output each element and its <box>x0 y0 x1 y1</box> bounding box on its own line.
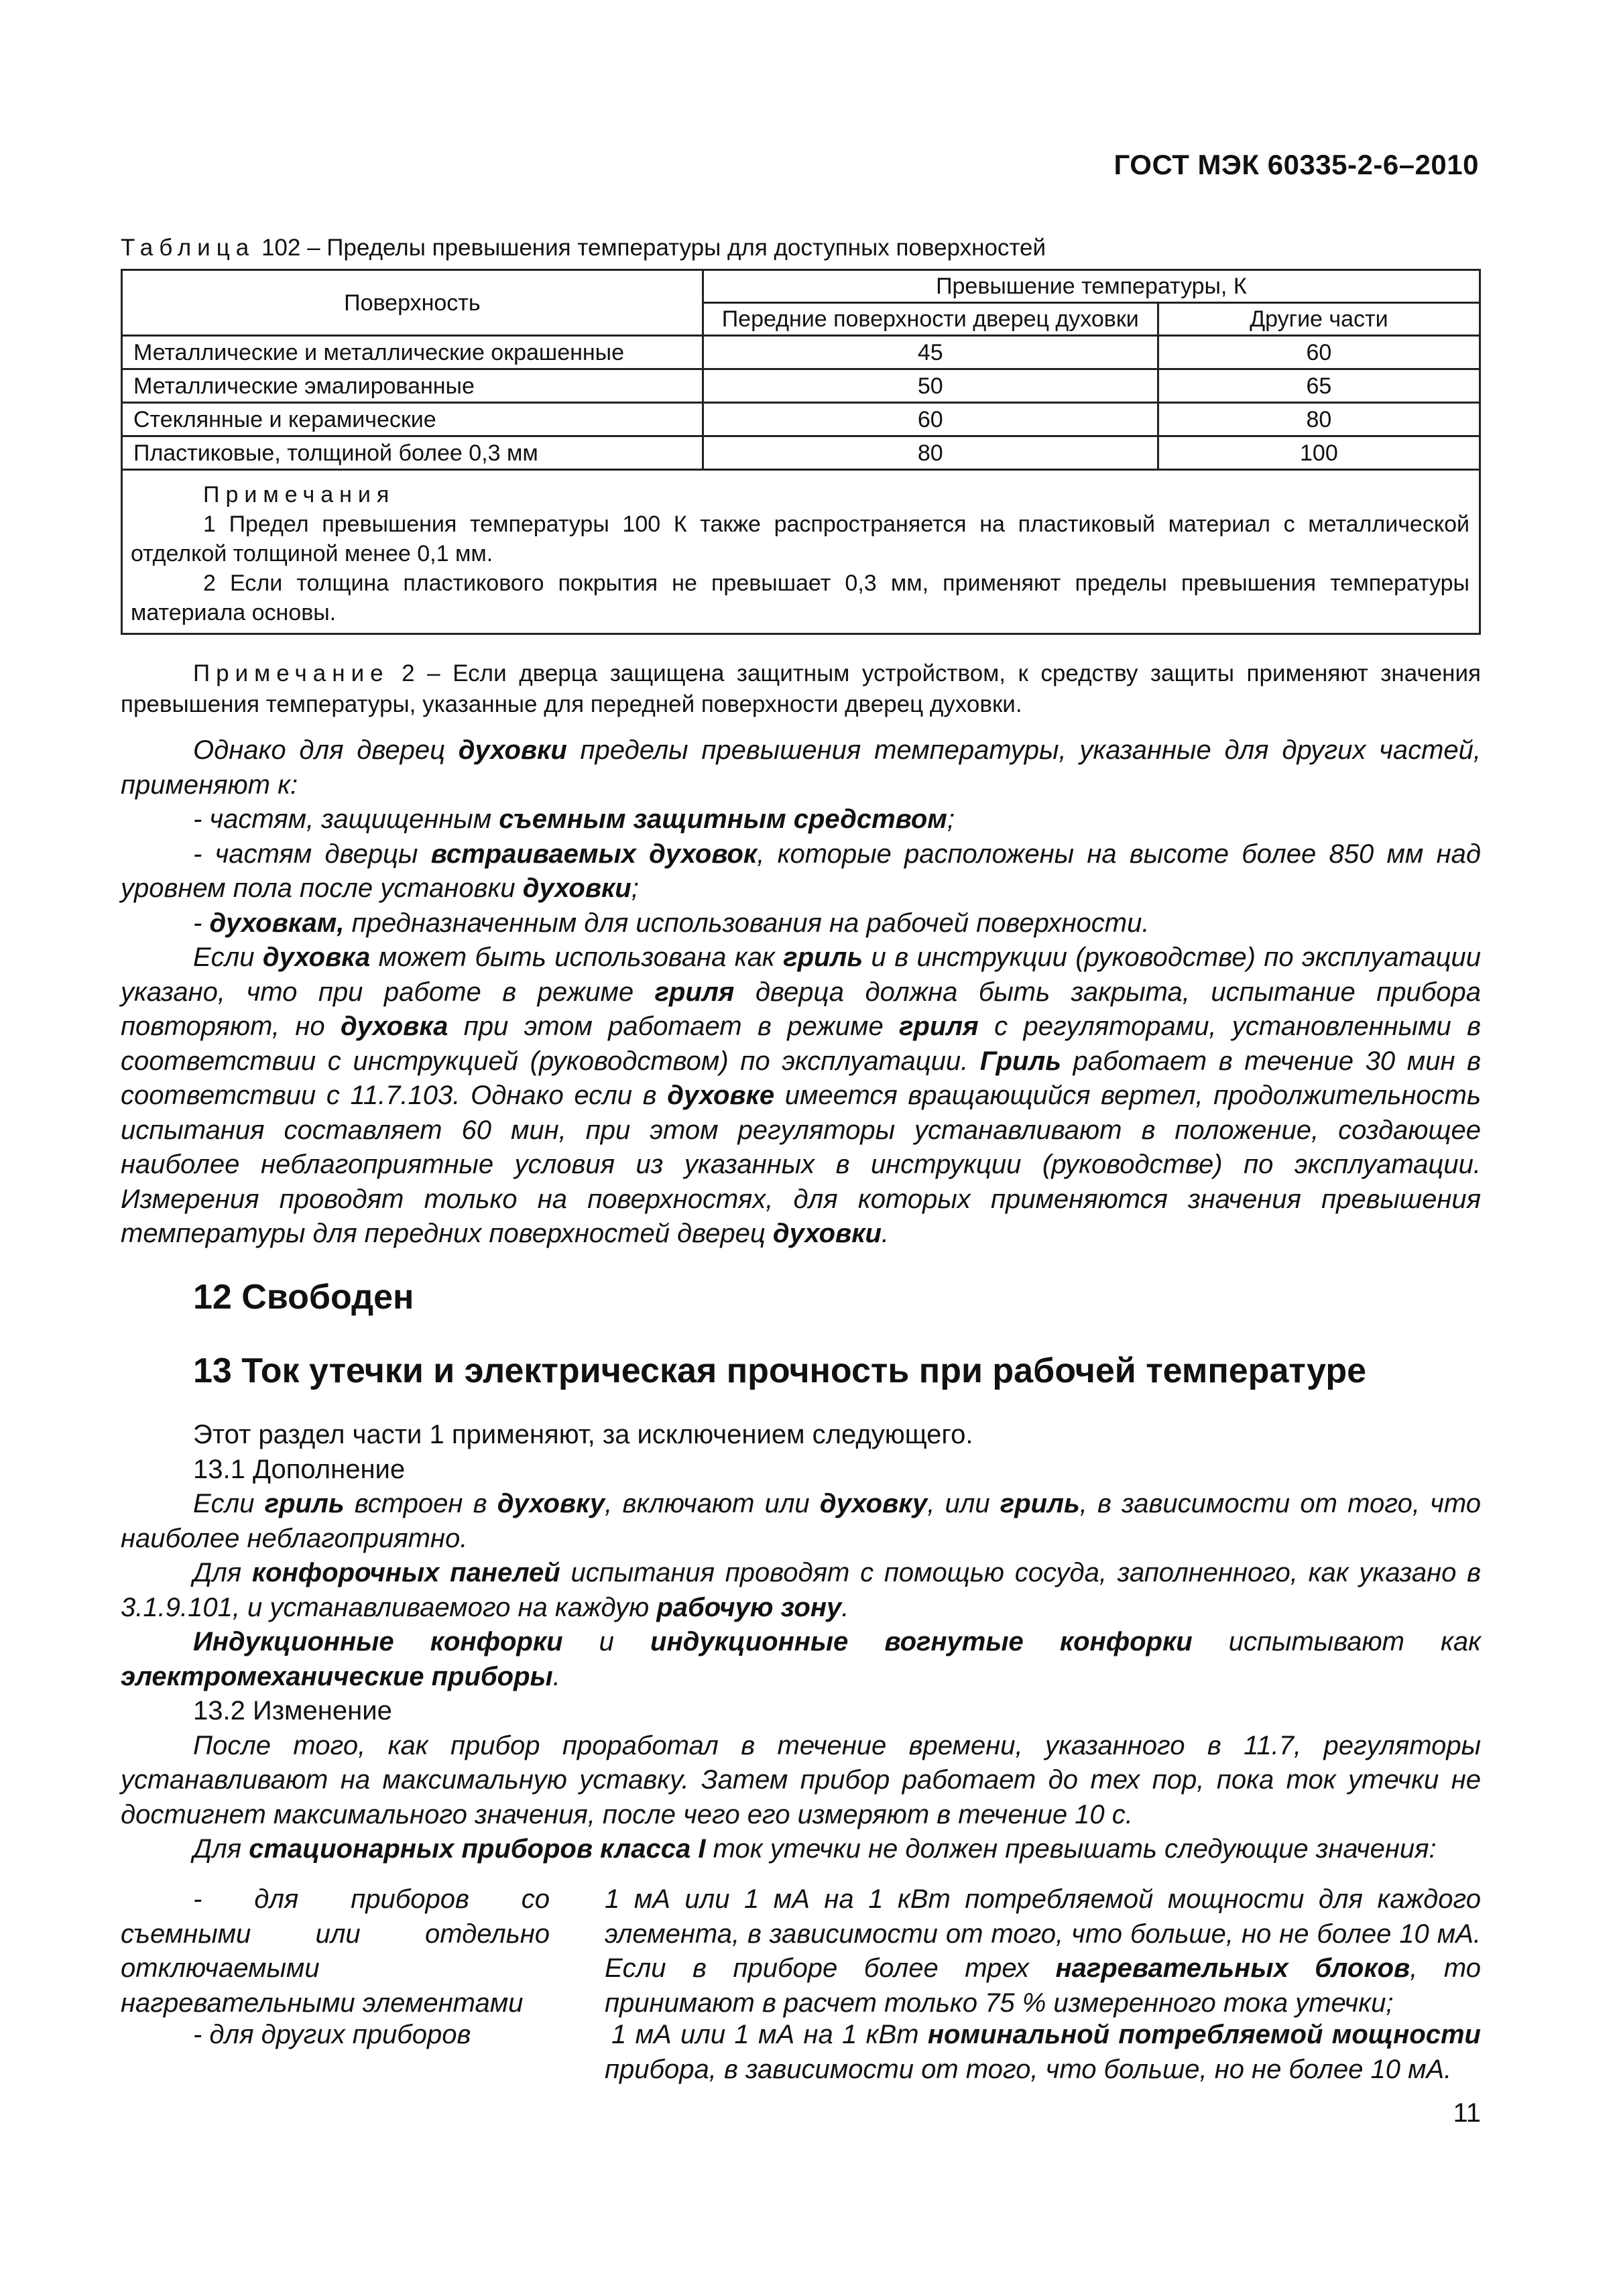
list-item: - частям, защищенным съемным защитным средством; <box>193 804 955 834</box>
note-label: Примечание <box>193 660 389 686</box>
cell-surface: Стеклянные и керамические <box>122 403 703 436</box>
section-13-heading: 13 Ток утечки и электрическая прочность при рабочей температуре <box>193 1351 1367 1390</box>
note-after-table <box>121 658 1481 720</box>
notes-title: Примечания <box>203 482 396 507</box>
paragraph: Для конфорочных панелей испытания проводят с помощью сосуда, заполненного, как указано в 3.1.9.101, и устанавливаемого на каждую рабочую зону. <box>121 1558 1482 1622</box>
paragraph: Если гриль встроен в духовку, включают или духовку, или гриль, в зависимости от того, что наиболее неблагоприятно. <box>121 1489 1481 1553</box>
table-caption-prefix: Таблица <box>121 235 255 261</box>
table-caption <box>121 235 1046 261</box>
cell-front: 50 <box>703 369 1158 403</box>
page-number: 11 <box>1453 2098 1481 2128</box>
cell-front: 45 <box>703 336 1158 369</box>
cell-front: 80 <box>703 436 1158 470</box>
paragraph: После того, как прибор проработал в течение времени, указанного в 11.7, регуляторы устанавливают на максимальную уставку. Затем прибор работает до тех пор, пока ток утечки не достигнет максимального значения, после чего его измеряют в течение 10 с. <box>121 1730 1481 1829</box>
table-row <box>122 436 1480 470</box>
requirement-2-value: 1 мА или 1 мА на 1 кВт номинальной потребляемой мощности прибора, в зависимости от того, что больше, но не более 10 мА. <box>605 2020 1481 2084</box>
cell-other: 80 <box>1158 403 1480 436</box>
cell-surface: Пластиковые, толщиной более 0,3 мм <box>122 436 703 470</box>
cell-other: 65 <box>1158 369 1480 403</box>
paragraph: Индукционные конфорки и индукционные вогнутые конфорки испытывают как электромеханические приборы. <box>121 1627 1482 1691</box>
table-caption-text: 102 – Пределы превышения температуры для доступных поверхностей <box>255 235 1046 261</box>
cell-other: 100 <box>1158 436 1480 470</box>
paragraph: Однако для дверец духовки пределы превышения температуры, указанные для других частей, применяют к: <box>121 735 1481 800</box>
header-other-parts: Другие части <box>1158 303 1480 336</box>
table-notes <box>122 470 1480 634</box>
paragraph: Этот раздел части 1 применяют, за исключением следующего. <box>193 1420 973 1449</box>
cell-surface: Металлические и металлические окрашенные <box>122 336 703 369</box>
list-item: - духовкам, предназначенным для использования на рабочей поверхности. <box>193 908 1150 938</box>
note-text: 2 – Если дверца защищена защитным устройством, к средству защиты применяют значения превышения температуры, указанные для передней поверхности дверец духовки. <box>121 660 1481 717</box>
table-note-1: 1 Предел превышения температуры 100 К также распространяется на пластиковый материал с металлической отделкой толщиной менее 0,1 мм. <box>131 511 1469 566</box>
section-11-text <box>121 733 1481 1252</box>
requirement-1-condition: - для приборов со съемными или отдельно отключаемыми нагревательными элементами <box>121 1884 550 2018</box>
document-code: ГОСТ МЭК 60335-2-6–2010 <box>1114 149 1479 180</box>
subsection-heading: 13.1 Дополнение <box>193 1454 406 1484</box>
cell-other: 60 <box>1158 336 1480 369</box>
section-13-text <box>121 1418 1481 1867</box>
header-surface: Поверхность <box>122 270 703 336</box>
header-front-door: Передние поверхности дверец духовки <box>703 303 1158 336</box>
requirement-2-condition: - для других приборов <box>193 2020 471 2049</box>
list-item: - частям дверцы встраиваемых духовок, которые расположены на высоте более 850 мм над уровнем пола после установки духовки; <box>121 839 1481 903</box>
paragraph: Если духовка может быть использована как гриль и в инструкции (руководстве) по эксплуатации указано, что при работе в режиме гриля дверца должна быть закрыта, испытание прибора повторяют, но духовка при этом работает в режиме гриля с регуляторами, установленными в соответствии с инструкцией (руководством) по эксплуатации. Гриль работает в течение 30 мин в соответствии с 11.7.103. Однако если в духовке имеется вращающийся вертел, продолжительность испытания составляет 60 мин, при этом регуляторы устанавливают в положение, создающее наиболее неблагоприятные условия из указанных в инструкции (руководстве) по эксплуатации. Измерения проводят только на поверхностях, для которых применяются значения превышения температуры для передних поверхностей дверец духовки. <box>121 943 1482 1248</box>
table-header-row <box>122 270 1480 303</box>
table-row <box>122 336 1480 369</box>
table-notes-row <box>122 470 1480 634</box>
cell-surface: Металлические эмалированные <box>122 369 703 403</box>
cell-front: 60 <box>703 403 1158 436</box>
subsection-heading: 13.2 Изменение <box>193 1696 392 1726</box>
table-note-2: 2 Если толщина пластикового покрытия не превышает 0,3 мм, применяют пределы превышения температуры материала основы. <box>131 570 1469 625</box>
temperature-limits-table <box>121 269 1481 635</box>
paragraph: Для стационарных приборов класса I ток утечки не должен превышать следующие значения: <box>193 1834 1437 1864</box>
requirement-1-value: 1 мА или 1 мА на 1 кВт потребляемой мощности для каждого элемента, в зависимости от того, что больше, но не более 10 мА. Если в приборе более трех нагревательных блоков, то принимают в расчет только 75 % измеренного тока утечки; <box>605 1884 1481 2018</box>
table-row <box>122 369 1480 403</box>
header-temperature-rise: Превышение температуры, К <box>703 270 1480 303</box>
table-row <box>122 403 1480 436</box>
section-12-heading: 12 Свободен <box>193 1278 414 1317</box>
